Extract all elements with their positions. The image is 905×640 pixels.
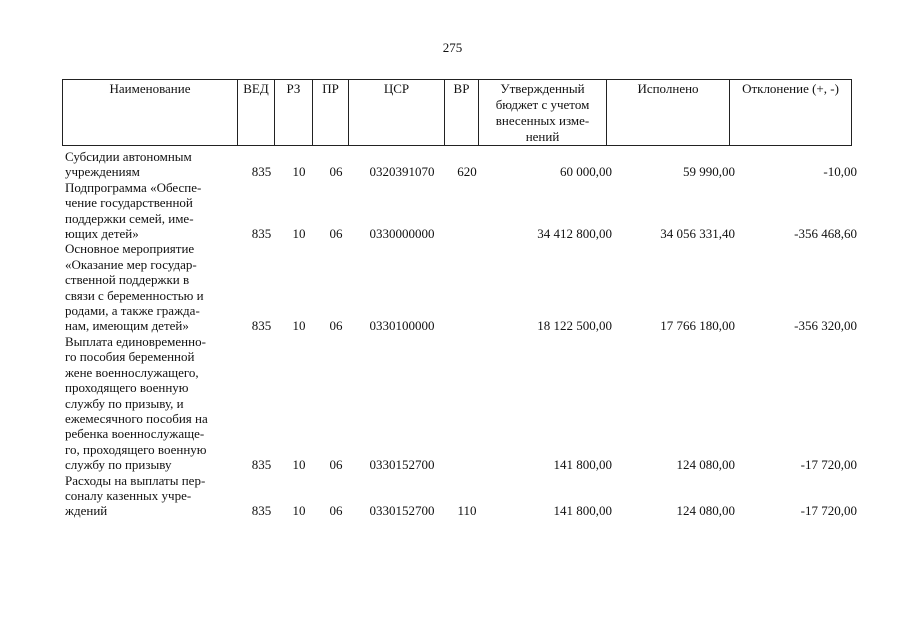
row-rz: 10 xyxy=(292,318,306,334)
column-header-rz: РЗ xyxy=(275,80,313,146)
table-body xyxy=(62,149,862,519)
row-done: 17 766 180,00 xyxy=(660,318,735,334)
page-number: 275 xyxy=(442,40,463,55)
row-ved: 835 xyxy=(251,226,272,242)
row-ved: 835 xyxy=(251,457,272,473)
table-row xyxy=(62,334,862,473)
row-done: 59 990,00 xyxy=(683,164,735,180)
row-deviation: -356 468,60 xyxy=(794,226,857,242)
row-ved: 835 xyxy=(251,318,272,334)
row-rz: 10 xyxy=(292,503,306,519)
row-pr: 06 xyxy=(329,457,343,473)
row-pr: 06 xyxy=(329,503,343,519)
column-header-budget: Утвержденный бюджет с учетом внесенных изме- нений xyxy=(479,80,607,146)
row-name: Расходы на выплаты пер- соналу казенных учре- ждений xyxy=(65,472,206,519)
row-rz: 10 xyxy=(292,457,306,473)
row-vr: 110 xyxy=(457,503,477,519)
row-budget: 34 412 800,00 xyxy=(537,226,612,242)
column-header-vr: ВР xyxy=(445,80,479,146)
table-row xyxy=(62,473,862,519)
table-row xyxy=(62,241,862,333)
row-done: 34 056 331,40 xyxy=(660,226,735,242)
row-csr: 0330000000 xyxy=(369,226,435,242)
row-deviation: -17 720,00 xyxy=(800,457,857,473)
row-deviation: -356 320,00 xyxy=(794,318,857,334)
column-header-done: Исполнено xyxy=(607,80,730,146)
row-name: Выплата единовременно- го пособия беременной жене военнослужащего, проходящего военную службу по призыву, и ежемесячного пособия на ребенка военнослужаще- го, проходящего военную службу по призыву xyxy=(65,333,208,473)
row-budget: 18 122 500,00 xyxy=(537,318,612,334)
row-rz: 10 xyxy=(292,164,306,180)
column-header-csr: ЦСР xyxy=(349,80,445,146)
column-header-pr: ПР xyxy=(313,80,349,146)
row-vr: 620 xyxy=(457,164,477,180)
table-row xyxy=(62,149,862,180)
row-done: 124 080,00 xyxy=(676,457,735,473)
row-budget: 141 800,00 xyxy=(553,503,612,519)
row-deviation: -10,00 xyxy=(823,164,857,180)
table-row xyxy=(62,180,862,242)
row-rz: 10 xyxy=(292,226,306,242)
row-done: 124 080,00 xyxy=(676,503,735,519)
row-csr: 0330152700 xyxy=(369,503,435,519)
row-name: Подпрограмма «Обеспе- чение государственной поддержки семей, име- ющих детей» xyxy=(65,179,202,242)
table-header xyxy=(62,79,852,146)
row-name: Основное мероприятие «Оказание мер государ- ственной поддержки в связи с беременностью и родами, а также гражда- нам, имеющим детей» xyxy=(65,241,204,334)
column-header-deviation: Отклонение (+, -) xyxy=(730,80,852,146)
column-header-ved: ВЕД xyxy=(238,80,275,146)
row-deviation: -17 720,00 xyxy=(800,503,857,519)
row-budget: 60 000,00 xyxy=(560,164,612,180)
row-ved: 835 xyxy=(251,164,272,180)
row-name: Субсидии автономным учреждениям xyxy=(65,149,192,180)
row-budget: 141 800,00 xyxy=(553,457,612,473)
row-csr: 0330152700 xyxy=(369,457,435,473)
row-pr: 06 xyxy=(329,318,343,334)
row-pr: 06 xyxy=(329,226,343,242)
row-csr: 0320391070 xyxy=(369,164,435,180)
column-header-name: Наименование xyxy=(63,80,238,146)
row-csr: 0330100000 xyxy=(369,318,435,334)
row-ved: 835 xyxy=(251,503,272,519)
row-pr: 06 xyxy=(329,164,343,180)
